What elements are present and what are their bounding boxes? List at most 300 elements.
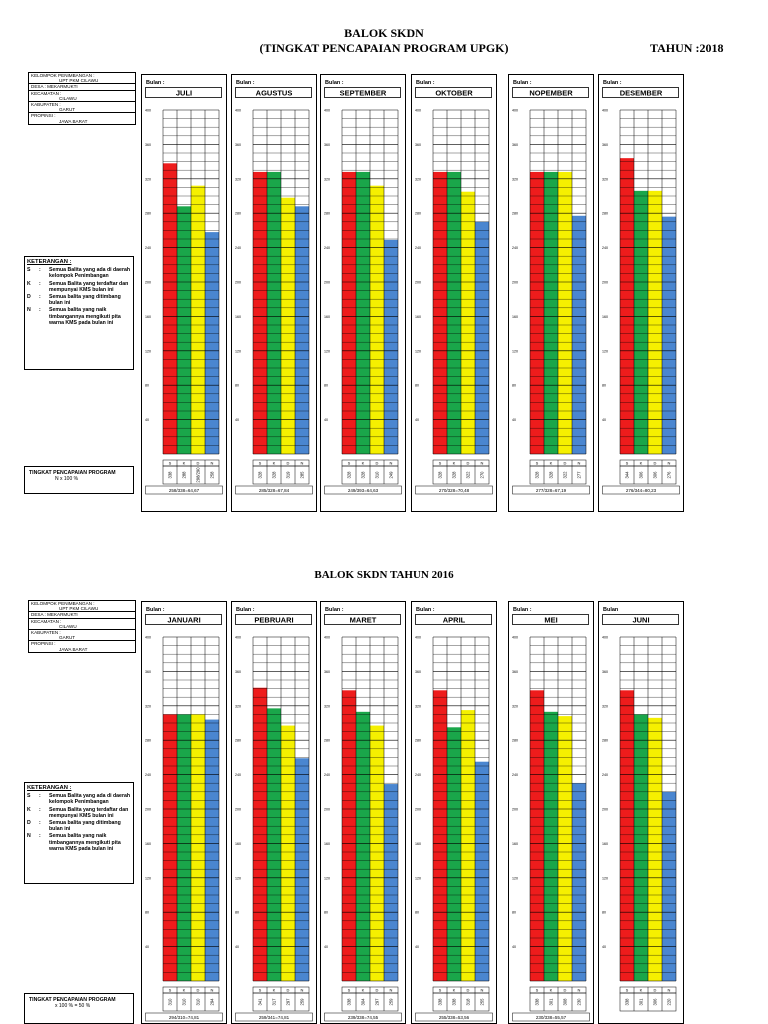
y-tick-label: 120 — [415, 876, 421, 881]
y-tick-label: 40 — [324, 418, 328, 423]
result-label: 255/338=53,56 — [438, 1015, 470, 1020]
program-title: TINGKAT PENCAPAIAN PROGRAM — [29, 470, 116, 476]
bulan-label: Bulan : — [416, 80, 435, 86]
propinsi-value: JAWA BARAT — [59, 118, 88, 124]
legend-title: KETERANGAN : — [27, 785, 72, 791]
bar-k — [267, 708, 281, 981]
skdn-value-label: 344 — [624, 471, 630, 479]
bar-s — [342, 172, 356, 454]
y-tick-label: 320 — [145, 704, 151, 709]
y-tick-label: 280 — [602, 738, 608, 743]
skdn-key-d: D — [563, 987, 567, 993]
y-tick-label: 80 — [602, 910, 606, 915]
y-tick-label: 240 — [512, 773, 518, 778]
skdn-key-k: K — [272, 460, 276, 466]
y-tick-label: 200 — [235, 807, 241, 812]
bar-n — [384, 784, 398, 981]
month-name: DESEMBER — [619, 88, 663, 98]
skdn-value-label: 328 — [360, 471, 366, 479]
skdn-key-n: N — [667, 460, 671, 466]
y-tick-label: 40 — [324, 945, 328, 950]
y-tick-label: 360 — [235, 669, 241, 674]
skdn-key-s: S — [168, 460, 172, 466]
skdn-key-n: N — [480, 460, 484, 466]
y-tick-label: 400 — [145, 635, 151, 640]
y-tick-label: 320 — [235, 177, 241, 182]
skdn-value-label: 298/290 — [195, 467, 201, 483]
year-label: TAHUN :2018 — [650, 41, 724, 55]
skdn-value-label: 328 — [437, 471, 443, 479]
bar-d — [370, 726, 384, 981]
kelompok-value: UPT PKM CILAWU — [59, 78, 99, 84]
bulan-label: Bulan : — [513, 607, 532, 613]
bar-k — [356, 712, 370, 981]
skdn-key-d: D — [375, 987, 379, 993]
y-tick-label: 320 — [512, 177, 518, 182]
y-tick-label: 360 — [602, 669, 608, 674]
skdn-value-label: 306 — [652, 998, 658, 1006]
skdn-value-label: 328 — [451, 471, 457, 479]
skdn-key-d: D — [653, 987, 657, 993]
y-tick-label: 360 — [324, 669, 330, 674]
skdn-value-label: 259 — [299, 998, 305, 1006]
bar-k — [544, 712, 558, 981]
y-tick-label: 400 — [415, 108, 421, 113]
y-tick-label: 360 — [415, 669, 421, 674]
y-tick-label: 400 — [235, 108, 241, 113]
y-tick-label: 120 — [235, 876, 241, 881]
y-tick-label: 280 — [324, 211, 330, 216]
y-tick-label: 40 — [512, 945, 516, 950]
skdn-key-d: D — [196, 987, 200, 993]
bar-k — [634, 714, 648, 981]
legend-item-s — [27, 793, 131, 805]
month-panel-nopember — [508, 74, 594, 512]
legend-sep: : — [39, 280, 41, 287]
y-tick-label: 120 — [235, 349, 241, 354]
skdn-key-s: S — [438, 987, 442, 993]
bar-k — [177, 714, 191, 981]
y-tick-label: 40 — [602, 945, 606, 950]
legend-box-2016 — [24, 782, 134, 884]
y-tick-label: 120 — [512, 876, 518, 881]
month-panel-september — [320, 74, 406, 512]
bar-n — [572, 783, 586, 981]
skdn-value-label: 230 — [576, 998, 582, 1006]
y-tick-label: 240 — [145, 246, 151, 251]
legend-title: KETERANGAN : — [27, 259, 72, 265]
skdn-key-k: K — [639, 987, 643, 993]
info-box-2018 — [28, 72, 136, 125]
y-tick-label: 240 — [602, 773, 608, 778]
kecamatan-label: KECAMATAN : — [31, 90, 62, 96]
y-tick-label: 200 — [324, 807, 330, 812]
bar-d — [461, 710, 475, 981]
bar-n — [475, 762, 489, 981]
bar-s — [620, 690, 634, 981]
y-tick-label: 120 — [145, 876, 151, 881]
skdn-value-label: 297 — [374, 998, 380, 1006]
skdn-value-label: 310 — [167, 998, 173, 1006]
month-panel-maret — [320, 601, 406, 1024]
skdn-value-label: 308 — [562, 998, 568, 1006]
skdn-key-d: D — [196, 460, 200, 466]
skdn-key-n: N — [300, 987, 304, 993]
y-tick-label: 200 — [602, 280, 608, 285]
bar-d — [281, 726, 295, 981]
bar-s — [620, 158, 634, 454]
program-box-2016 — [24, 993, 134, 1024]
result-label: 239/338=74,55 — [347, 1015, 379, 1020]
y-tick-label: 360 — [602, 142, 608, 147]
bar-n — [205, 232, 219, 454]
month-panel-januari — [141, 601, 227, 1024]
skdn-value-label: 328 — [271, 471, 277, 479]
bar-d — [558, 172, 572, 454]
info-propinsi — [29, 113, 135, 123]
y-tick-label: 280 — [602, 211, 608, 216]
y-tick-label: 360 — [415, 142, 421, 147]
legend-item-n — [27, 307, 131, 326]
skdn-value-label: 328 — [534, 471, 540, 479]
y-tick-label: 280 — [512, 738, 518, 743]
program-title: TINGKAT PENCAPAIAN PROGRAM — [29, 997, 116, 1003]
bulan-label: Bulan : — [603, 80, 622, 86]
legend-key: K — [27, 280, 31, 287]
y-tick-label: 200 — [512, 807, 518, 812]
y-tick-label: 240 — [415, 773, 421, 778]
month-name: MEI — [544, 615, 558, 625]
bar-d — [191, 186, 205, 454]
y-tick-label: 120 — [602, 876, 608, 881]
skdn-value-label: 338 — [534, 998, 540, 1006]
info-kecamatan — [29, 91, 135, 102]
y-tick-label: 200 — [235, 280, 241, 285]
bar-d — [191, 714, 205, 981]
y-tick-label: 80 — [324, 383, 328, 388]
result-label: 249/393=64,63 — [347, 488, 379, 493]
y-tick-label: 240 — [324, 773, 330, 778]
bulan-label: Bulan : — [325, 607, 344, 613]
skdn-value-label: 322 — [562, 471, 568, 479]
y-tick-label: 80 — [145, 383, 149, 388]
skdn-value-label: 297 — [285, 998, 291, 1006]
skdn-value-label: 317 — [271, 998, 277, 1006]
month-panel-agustus — [231, 74, 317, 512]
legend-sep: : — [39, 307, 41, 314]
skdn-value-label: 310 — [374, 471, 380, 479]
skdn-key-n: N — [667, 987, 671, 993]
kelompok-label: KELOMPOK PENIMBANGAN : — [31, 601, 95, 606]
skdn-value-label: 304 — [360, 998, 366, 1006]
legend-sep: : — [39, 833, 41, 840]
y-tick-label: 120 — [324, 349, 330, 354]
y-tick-label: 240 — [235, 773, 241, 778]
legend-item-k — [27, 281, 131, 293]
bar-n — [572, 216, 586, 454]
bar-s — [163, 163, 177, 454]
program-box-2018 — [24, 466, 134, 494]
bar-s — [433, 690, 447, 981]
bulan-label: Bulan — [603, 607, 619, 613]
month-panel-oktober — [411, 74, 497, 512]
info-desa: DESA : MEKARMUKTI — [29, 612, 135, 618]
y-tick-label: 40 — [415, 418, 419, 423]
skdn-key-d: D — [466, 460, 470, 466]
skdn-value-label: 258 — [209, 471, 215, 479]
bulan-label: Bulan : — [146, 80, 165, 86]
y-tick-label: 160 — [602, 841, 608, 846]
skdn-key-d: D — [375, 460, 379, 466]
y-tick-label: 120 — [415, 349, 421, 354]
y-tick-label: 400 — [415, 635, 421, 640]
month-name: JUNI — [632, 615, 650, 625]
y-tick-label: 80 — [415, 910, 419, 915]
month-panel-pebruari — [231, 601, 317, 1024]
month-panel-april — [411, 601, 497, 1024]
skdn-key-k: K — [549, 460, 553, 466]
legend-key: N — [27, 833, 31, 840]
legend-item-s — [27, 267, 131, 279]
kabupaten-value: GARUT — [59, 635, 76, 641]
result-label: 230/338=55,57 — [535, 1015, 567, 1020]
bar-k — [447, 172, 461, 454]
y-tick-label: 40 — [145, 945, 149, 950]
y-tick-label: 400 — [235, 635, 241, 640]
y-tick-label: 160 — [415, 314, 421, 319]
y-tick-label: 320 — [512, 704, 518, 709]
kelompok-value: UPT PKM CILAWU — [59, 606, 99, 612]
skdn-key-k: K — [361, 987, 365, 993]
skdn-key-k: K — [452, 987, 456, 993]
skdn-key-d: D — [653, 460, 657, 466]
y-tick-label: 320 — [415, 177, 421, 182]
legend-text: Semua balita yang ditimbang bulan ini — [49, 294, 121, 307]
y-tick-label: 320 — [145, 177, 151, 182]
legend-key: D — [27, 820, 31, 827]
bar-k — [177, 206, 191, 454]
page-title: BALOK SKDN — [344, 26, 424, 40]
y-tick-label: 320 — [415, 704, 421, 709]
y-tick-label: 280 — [145, 211, 151, 216]
y-tick-label: 240 — [145, 773, 151, 778]
bar-s — [163, 714, 177, 981]
skdn-key-n: N — [210, 460, 214, 466]
y-tick-label: 320 — [324, 704, 330, 709]
result-label: 270/328=70,48 — [438, 488, 470, 493]
y-tick-label: 160 — [235, 841, 241, 846]
y-tick-label: 240 — [324, 246, 330, 251]
result-label: 259/341=74,81 — [258, 1015, 290, 1020]
skdn-value-label: 310 — [195, 998, 201, 1006]
y-tick-label: 200 — [145, 280, 151, 285]
y-tick-label: 80 — [324, 910, 328, 915]
info-kabupaten — [29, 630, 135, 641]
skdn-key-s: S — [168, 987, 172, 993]
skdn-key-s: S — [438, 460, 442, 466]
skdn-value-label: 338 — [451, 998, 457, 1006]
skdn-key-d: D — [563, 460, 567, 466]
result-label: 285/328=67,84 — [258, 488, 290, 493]
y-tick-label: 40 — [602, 418, 606, 423]
skdn-value-label: 259 — [388, 998, 394, 1006]
legend-text: Semua balita yang ditimbang bulan ini — [49, 820, 121, 833]
y-tick-label: 160 — [602, 314, 608, 319]
bar-n — [475, 222, 489, 454]
bar-k — [356, 172, 370, 454]
bar-s — [342, 690, 356, 981]
y-tick-label: 360 — [235, 142, 241, 147]
info-box-2016 — [28, 600, 136, 653]
bulan-label: Bulan : — [236, 607, 255, 613]
skdn-value-label: 322 — [465, 471, 471, 479]
y-tick-label: 320 — [602, 177, 608, 182]
skdn-value-label: 318 — [465, 998, 471, 1006]
y-tick-label: 320 — [324, 177, 330, 182]
y-tick-label: 40 — [415, 945, 419, 950]
y-tick-label: 240 — [235, 246, 241, 251]
skdn-value-label: 255 — [479, 998, 485, 1006]
result-label: 276/344=80,23 — [625, 488, 657, 493]
y-tick-label: 400 — [602, 108, 608, 113]
program-formula: N x 100 % — [55, 476, 79, 482]
skdn-value-label: 310 — [181, 998, 187, 1006]
bar-d — [461, 192, 475, 454]
info-kabupaten — [29, 102, 135, 113]
y-tick-label: 200 — [324, 280, 330, 285]
skdn-key-s: S — [258, 987, 262, 993]
bar-s — [530, 690, 544, 981]
bar-n — [662, 217, 676, 454]
legend-text: Semua Balita yang terdaftar dan mempunyai KMS bulan ini — [49, 806, 129, 819]
bar-k — [267, 172, 281, 454]
y-tick-label: 240 — [602, 246, 608, 251]
skdn-key-d: D — [466, 987, 470, 993]
y-tick-label: 400 — [512, 635, 518, 640]
skdn-key-k: K — [182, 987, 186, 993]
y-tick-label: 80 — [235, 910, 239, 915]
legend-box-2018 — [24, 256, 134, 370]
y-tick-label: 80 — [512, 383, 516, 388]
skdn-value-label: 270 — [479, 471, 485, 479]
skdn-key-s: S — [625, 987, 629, 993]
y-tick-label: 120 — [324, 876, 330, 881]
y-tick-label: 80 — [512, 910, 516, 915]
skdn-key-s: S — [347, 987, 351, 993]
skdn-key-k: K — [549, 987, 553, 993]
skdn-value-label: 328 — [257, 471, 263, 479]
month-panel-juli — [141, 74, 227, 512]
y-tick-label: 160 — [235, 314, 241, 319]
skdn-value-label: 301 — [548, 998, 554, 1006]
result-label: 294/310=74,81 — [168, 1015, 200, 1020]
kabupaten-label: KABUPATEN : — [31, 630, 61, 636]
skdn-key-s: S — [625, 460, 629, 466]
y-tick-label: 120 — [512, 349, 518, 354]
y-tick-label: 280 — [415, 738, 421, 743]
month-panel-mei — [508, 601, 594, 1024]
y-tick-label: 200 — [415, 280, 421, 285]
y-tick-label: 400 — [602, 635, 608, 640]
bulan-label: Bulan : — [325, 80, 344, 86]
legend-item-d — [27, 294, 131, 306]
y-tick-label: 280 — [235, 738, 241, 743]
skdn-value-label: 328 — [548, 471, 554, 479]
bar-n — [295, 206, 309, 454]
bar-s — [530, 172, 544, 454]
y-tick-label: 360 — [145, 669, 151, 674]
month-name: PEBRUARI — [254, 615, 294, 625]
legend-text: Semua balita yang naik timbangannya mengikuti pita warna KMS pada bulan ini — [49, 833, 121, 852]
skdn-key-n: N — [577, 987, 581, 993]
month-name: JULI — [175, 88, 193, 98]
bulan-label: Bulan : — [236, 80, 255, 86]
bulan-label: Bulan : — [416, 607, 435, 613]
skdn-value-label: 328 — [346, 471, 352, 479]
legend-item-k — [27, 807, 131, 819]
y-tick-label: 200 — [415, 807, 421, 812]
y-tick-label: 40 — [235, 418, 239, 423]
bar-d — [370, 186, 384, 454]
skdn-key-n: N — [210, 987, 214, 993]
bar-n — [384, 240, 398, 454]
skdn-value-label: 288 — [181, 471, 187, 479]
month-name: OKTOBER — [435, 88, 473, 98]
info-kelompok — [29, 73, 135, 84]
skdn-value-label: 301 — [638, 998, 644, 1006]
skdn-key-d: D — [286, 987, 290, 993]
month-name: AGUSTUS — [255, 88, 293, 98]
y-tick-label: 40 — [145, 418, 149, 423]
legend-key: N — [27, 307, 31, 314]
month-name: SEPTEMBER — [339, 88, 387, 98]
y-tick-label: 120 — [602, 349, 608, 354]
legend-sep: : — [39, 267, 41, 274]
y-tick-label: 40 — [512, 418, 516, 423]
y-tick-label: 160 — [324, 314, 330, 319]
skdn-key-k: K — [361, 460, 365, 466]
y-tick-label: 160 — [145, 314, 151, 319]
skdn-value-label: 341 — [257, 998, 263, 1006]
skdn-key-n: N — [300, 460, 304, 466]
y-tick-label: 400 — [324, 108, 330, 113]
skdn-key-k: K — [182, 460, 186, 466]
month-panel-juni — [598, 601, 684, 1024]
y-tick-label: 280 — [415, 211, 421, 216]
program-formula: x 100 % = 50 % — [55, 1003, 91, 1009]
y-tick-label: 160 — [324, 841, 330, 846]
y-tick-label: 400 — [145, 108, 151, 113]
legend-key: S — [27, 267, 31, 274]
bar-k — [544, 172, 558, 454]
y-tick-label: 280 — [324, 738, 330, 743]
skdn-value-label: 338 — [346, 998, 352, 1006]
legend-key: K — [27, 806, 31, 813]
y-tick-label: 360 — [512, 142, 518, 147]
y-tick-label: 360 — [512, 669, 518, 674]
y-tick-label: 80 — [145, 910, 149, 915]
skdn-key-d: D — [286, 460, 290, 466]
y-tick-label: 320 — [602, 704, 608, 709]
propinsi-value: JAWA BARAT — [59, 646, 88, 652]
skdn-value-label: 319 — [285, 471, 291, 479]
skdn-key-k: K — [452, 460, 456, 466]
legend-key: S — [27, 793, 31, 800]
skdn-value-label: 306 — [638, 471, 644, 479]
y-tick-label: 360 — [145, 142, 151, 147]
bar-d — [558, 716, 572, 981]
skdn-value-label: 338 — [624, 998, 630, 1006]
